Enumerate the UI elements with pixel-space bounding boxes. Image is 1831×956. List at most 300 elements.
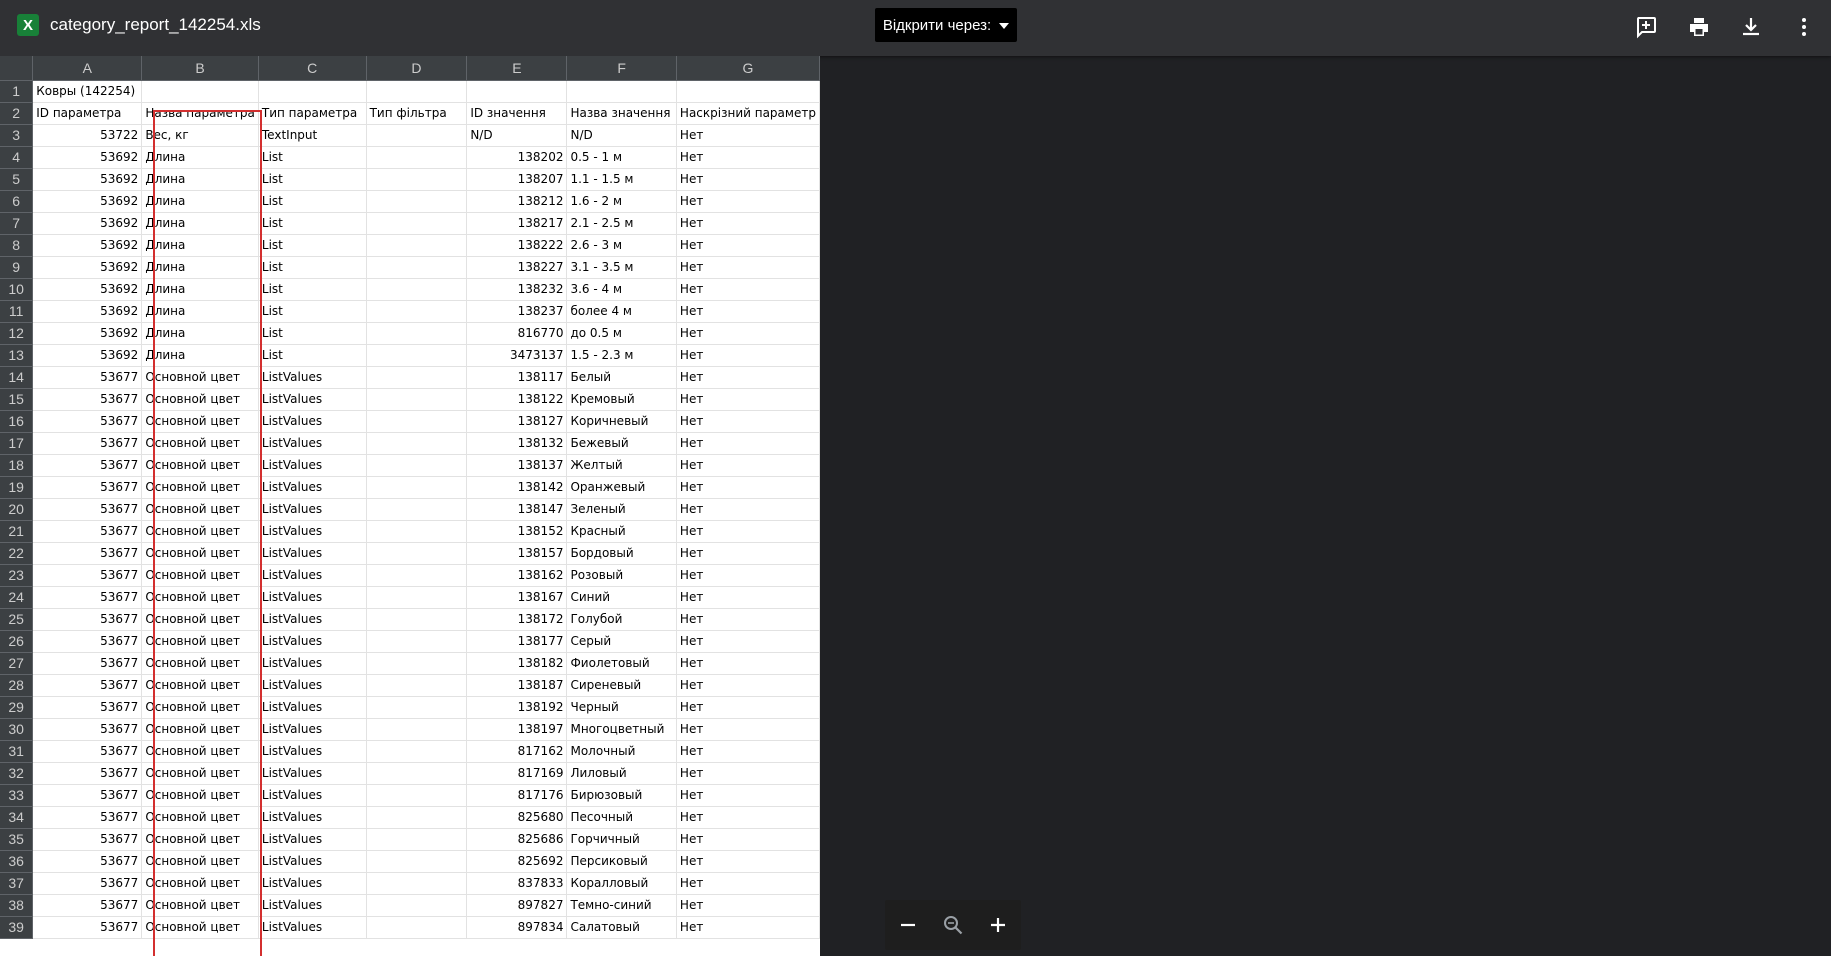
cell-c26: ListValues bbox=[258, 630, 366, 652]
row-header: 19 bbox=[0, 476, 33, 498]
cell-a16: 53677 bbox=[33, 410, 142, 432]
cell-f7: 2.1 - 2.5 м bbox=[567, 212, 676, 234]
cell-e36: 825692 bbox=[467, 850, 567, 872]
cell-c22: ListValues bbox=[258, 542, 366, 564]
cell-f33: Бирюзовый bbox=[567, 784, 676, 806]
cell-f10: 3.6 - 4 м bbox=[567, 278, 676, 300]
row-header: 39 bbox=[0, 916, 33, 938]
table-row bbox=[0, 828, 820, 850]
cell-e23: 138162 bbox=[467, 564, 567, 586]
cell-g27: Нет bbox=[676, 652, 819, 674]
cell-f28: Сиреневый bbox=[567, 674, 676, 696]
cell-f21: Красный bbox=[567, 520, 676, 542]
cell-d32 bbox=[366, 762, 467, 784]
zoom-reset-icon[interactable] bbox=[938, 910, 968, 940]
zoom-out-icon[interactable] bbox=[893, 910, 923, 940]
cell-g7: Нет bbox=[676, 212, 819, 234]
print-icon[interactable] bbox=[1684, 12, 1714, 42]
cell-e35: 825686 bbox=[467, 828, 567, 850]
row-header: 13 bbox=[0, 344, 33, 366]
cell-d27 bbox=[366, 652, 467, 674]
cell-g21: Нет bbox=[676, 520, 819, 542]
cell-c27: ListValues bbox=[258, 652, 366, 674]
cell-d34 bbox=[366, 806, 467, 828]
cell-d5 bbox=[366, 168, 467, 190]
cell-b14: Основной цвет bbox=[142, 366, 259, 388]
cell-e26: 138177 bbox=[467, 630, 567, 652]
table-row bbox=[0, 432, 820, 454]
cell-a27: 53677 bbox=[33, 652, 142, 674]
cell-d4 bbox=[366, 146, 467, 168]
cell-e5: 138207 bbox=[467, 168, 567, 190]
cell-e22: 138157 bbox=[467, 542, 567, 564]
table-row bbox=[0, 256, 820, 278]
cell-g19: Нет bbox=[676, 476, 819, 498]
cell-b28: Основной цвет bbox=[142, 674, 259, 696]
cell-c2: Тип параметра bbox=[258, 102, 366, 124]
cell-c34: ListValues bbox=[258, 806, 366, 828]
cell-d22 bbox=[366, 542, 467, 564]
cell-d24 bbox=[366, 586, 467, 608]
cell-d35 bbox=[366, 828, 467, 850]
cell-a33: 53677 bbox=[33, 784, 142, 806]
cell-b30: Основной цвет bbox=[142, 718, 259, 740]
column-header-a: A bbox=[33, 56, 142, 80]
cell-f38: Темно-синий bbox=[567, 894, 676, 916]
table-row bbox=[0, 564, 820, 586]
table-row bbox=[0, 124, 820, 146]
cell-g5: Нет bbox=[676, 168, 819, 190]
cell-b21: Основной цвет bbox=[142, 520, 259, 542]
column-header-c: C bbox=[258, 56, 366, 80]
cell-c38: ListValues bbox=[258, 894, 366, 916]
cell-d21 bbox=[366, 520, 467, 542]
cell-b29: Основной цвет bbox=[142, 696, 259, 718]
cell-f26: Серый bbox=[567, 630, 676, 652]
cell-e33: 817176 bbox=[467, 784, 567, 806]
cell-d10 bbox=[366, 278, 467, 300]
cell-d30 bbox=[366, 718, 467, 740]
cell-e8: 138222 bbox=[467, 234, 567, 256]
cell-b17: Основной цвет bbox=[142, 432, 259, 454]
cell-e31: 817162 bbox=[467, 740, 567, 762]
cell-d33 bbox=[366, 784, 467, 806]
cell-d19 bbox=[366, 476, 467, 498]
cell-f16: Коричневый bbox=[567, 410, 676, 432]
table-row bbox=[0, 674, 820, 696]
column-header-row bbox=[0, 56, 820, 80]
cell-e29: 138192 bbox=[467, 696, 567, 718]
cell-a12: 53692 bbox=[33, 322, 142, 344]
row-header: 9 bbox=[0, 256, 33, 278]
table-row bbox=[0, 168, 820, 190]
row-header: 11 bbox=[0, 300, 33, 322]
cell-c36: ListValues bbox=[258, 850, 366, 872]
cell-b15: Основной цвет bbox=[142, 388, 259, 410]
add-comment-icon[interactable] bbox=[1631, 12, 1661, 42]
cell-e12: 816770 bbox=[467, 322, 567, 344]
cell-g10: Нет bbox=[676, 278, 819, 300]
cell-f12: до 0.5 м bbox=[567, 322, 676, 344]
cell-b16: Основной цвет bbox=[142, 410, 259, 432]
cell-f17: Бежевый bbox=[567, 432, 676, 454]
row-header: 24 bbox=[0, 586, 33, 608]
cell-g18: Нет bbox=[676, 454, 819, 476]
cell-c15: ListValues bbox=[258, 388, 366, 410]
table-row bbox=[0, 542, 820, 564]
row-header: 20 bbox=[0, 498, 33, 520]
cell-b38: Основной цвет bbox=[142, 894, 259, 916]
cell-c14: ListValues bbox=[258, 366, 366, 388]
cell-d1 bbox=[366, 80, 467, 102]
table-row bbox=[0, 696, 820, 718]
table-row bbox=[0, 850, 820, 872]
cell-c19: ListValues bbox=[258, 476, 366, 498]
download-icon[interactable] bbox=[1736, 12, 1766, 42]
cell-g2: Наскрізний параметр bbox=[676, 102, 819, 124]
cell-d37 bbox=[366, 872, 467, 894]
cell-f22: Бордовый bbox=[567, 542, 676, 564]
cell-f2: Назва значення bbox=[567, 102, 676, 124]
cell-b2: Назва параметра bbox=[142, 102, 259, 124]
cell-c17: ListValues bbox=[258, 432, 366, 454]
cell-c30: ListValues bbox=[258, 718, 366, 740]
row-header: 15 bbox=[0, 388, 33, 410]
cell-b6: Длина bbox=[142, 190, 259, 212]
cell-c11: List bbox=[258, 300, 366, 322]
cell-b37: Основной цвет bbox=[142, 872, 259, 894]
row-header: 26 bbox=[0, 630, 33, 652]
cell-a19: 53677 bbox=[33, 476, 142, 498]
cell-b25: Основной цвет bbox=[142, 608, 259, 630]
cell-g38: Нет bbox=[676, 894, 819, 916]
cell-g20: Нет bbox=[676, 498, 819, 520]
cell-e25: 138172 bbox=[467, 608, 567, 630]
cell-d9 bbox=[366, 256, 467, 278]
row-header: 27 bbox=[0, 652, 33, 674]
cell-e20: 138147 bbox=[467, 498, 567, 520]
cell-g15: Нет bbox=[676, 388, 819, 410]
row-header: 17 bbox=[0, 432, 33, 454]
cell-g16: Нет bbox=[676, 410, 819, 432]
row-header: 33 bbox=[0, 784, 33, 806]
cell-a24: 53677 bbox=[33, 586, 142, 608]
table-row bbox=[0, 190, 820, 212]
cell-b3: Вес, кг bbox=[142, 124, 259, 146]
cell-c21: ListValues bbox=[258, 520, 366, 542]
cell-c18: ListValues bbox=[258, 454, 366, 476]
table-row bbox=[0, 476, 820, 498]
cell-f31: Молочный bbox=[567, 740, 676, 762]
cell-f6: 1.6 - 2 м bbox=[567, 190, 676, 212]
table-row bbox=[0, 344, 820, 366]
cell-b39: Основной цвет bbox=[142, 916, 259, 938]
cell-g13: Нет bbox=[676, 344, 819, 366]
cell-b12: Длина bbox=[142, 322, 259, 344]
cell-e27: 138182 bbox=[467, 652, 567, 674]
cell-a38: 53677 bbox=[33, 894, 142, 916]
cell-e38: 897827 bbox=[467, 894, 567, 916]
cell-a14: 53677 bbox=[33, 366, 142, 388]
cell-e13: 3473137 bbox=[467, 344, 567, 366]
cell-c3: TextInput bbox=[258, 124, 366, 146]
cell-f34: Песочный bbox=[567, 806, 676, 828]
row-header: 32 bbox=[0, 762, 33, 784]
cell-b19: Основной цвет bbox=[142, 476, 259, 498]
table-row bbox=[0, 586, 820, 608]
cell-g23: Нет bbox=[676, 564, 819, 586]
row-header: 4 bbox=[0, 146, 33, 168]
cell-e28: 138187 bbox=[467, 674, 567, 696]
cell-f25: Голубой bbox=[567, 608, 676, 630]
cell-d28 bbox=[366, 674, 467, 696]
cell-d26 bbox=[366, 630, 467, 652]
cell-g29: Нет bbox=[676, 696, 819, 718]
cell-a28: 53677 bbox=[33, 674, 142, 696]
cell-b31: Основной цвет bbox=[142, 740, 259, 762]
cell-e16: 138127 bbox=[467, 410, 567, 432]
cell-b24: Основной цвет bbox=[142, 586, 259, 608]
cell-a4: 53692 bbox=[33, 146, 142, 168]
cell-g32: Нет bbox=[676, 762, 819, 784]
spreadsheet-grid bbox=[0, 56, 820, 939]
cell-a9: 53692 bbox=[33, 256, 142, 278]
cell-a10: 53692 bbox=[33, 278, 142, 300]
cell-d36 bbox=[366, 850, 467, 872]
cell-f1 bbox=[567, 80, 676, 102]
cell-d14 bbox=[366, 366, 467, 388]
table-row bbox=[0, 520, 820, 542]
cell-a29: 53677 bbox=[33, 696, 142, 718]
table-row bbox=[0, 806, 820, 828]
cell-b35: Основной цвет bbox=[142, 828, 259, 850]
cell-f18: Желтый bbox=[567, 454, 676, 476]
row-header: 5 bbox=[0, 168, 33, 190]
row-header: 37 bbox=[0, 872, 33, 894]
row-header: 29 bbox=[0, 696, 33, 718]
cell-f37: Коралловый bbox=[567, 872, 676, 894]
cell-a18: 53677 bbox=[33, 454, 142, 476]
cell-f9: 3.1 - 3.5 м bbox=[567, 256, 676, 278]
cell-b5: Длина bbox=[142, 168, 259, 190]
open-with-button[interactable] bbox=[875, 8, 1017, 42]
cell-c12: List bbox=[258, 322, 366, 344]
table-row bbox=[0, 146, 820, 168]
cell-a25: 53677 bbox=[33, 608, 142, 630]
cell-c10: List bbox=[258, 278, 366, 300]
cell-g39: Нет bbox=[676, 916, 819, 938]
zoom-in-icon[interactable] bbox=[983, 910, 1013, 940]
table-row bbox=[0, 740, 820, 762]
dropdown-arrow-icon bbox=[999, 23, 1009, 29]
row-header: 2 bbox=[0, 102, 33, 124]
table-row bbox=[0, 410, 820, 432]
cell-e37: 837833 bbox=[467, 872, 567, 894]
cell-a30: 53677 bbox=[33, 718, 142, 740]
cell-d17 bbox=[366, 432, 467, 454]
cell-f35: Горчичный bbox=[567, 828, 676, 850]
row-header: 16 bbox=[0, 410, 33, 432]
cell-a31: 53677 bbox=[33, 740, 142, 762]
cell-g35: Нет bbox=[676, 828, 819, 850]
cell-e4: 138202 bbox=[467, 146, 567, 168]
row-header: 31 bbox=[0, 740, 33, 762]
corner-cell bbox=[0, 56, 33, 80]
cell-f15: Кремовый bbox=[567, 388, 676, 410]
cell-e9: 138227 bbox=[467, 256, 567, 278]
row-header: 25 bbox=[0, 608, 33, 630]
cell-e1 bbox=[467, 80, 567, 102]
table-row bbox=[0, 652, 820, 674]
file-name: category_report_142254.xls bbox=[50, 15, 261, 34]
cell-a15: 53677 bbox=[33, 388, 142, 410]
cell-e14: 138117 bbox=[467, 366, 567, 388]
cell-a17: 53677 bbox=[33, 432, 142, 454]
cell-a21: 53677 bbox=[33, 520, 142, 542]
cell-a5: 53692 bbox=[33, 168, 142, 190]
cell-g3: Нет bbox=[676, 124, 819, 146]
row-header: 28 bbox=[0, 674, 33, 696]
cell-g9: Нет bbox=[676, 256, 819, 278]
cell-g4: Нет bbox=[676, 146, 819, 168]
cell-a22: 53677 bbox=[33, 542, 142, 564]
table-row bbox=[0, 630, 820, 652]
cell-a8: 53692 bbox=[33, 234, 142, 256]
table-row bbox=[0, 784, 820, 806]
cell-a13: 53692 bbox=[33, 344, 142, 366]
cell-g22: Нет bbox=[676, 542, 819, 564]
cell-g11: Нет bbox=[676, 300, 819, 322]
cell-f23: Розовый bbox=[567, 564, 676, 586]
row-header: 3 bbox=[0, 124, 33, 146]
cell-c20: ListValues bbox=[258, 498, 366, 520]
cell-d39 bbox=[366, 916, 467, 938]
cell-b33: Основной цвет bbox=[142, 784, 259, 806]
cell-g34: Нет bbox=[676, 806, 819, 828]
cell-a7: 53692 bbox=[33, 212, 142, 234]
cell-f11: более 4 м bbox=[567, 300, 676, 322]
cell-g25: Нет bbox=[676, 608, 819, 630]
cell-e15: 138122 bbox=[467, 388, 567, 410]
spreadsheet-preview bbox=[0, 56, 820, 956]
cell-d13 bbox=[366, 344, 467, 366]
cell-c39: ListValues bbox=[258, 916, 366, 938]
cell-f20: Зеленый bbox=[567, 498, 676, 520]
row-header: 6 bbox=[0, 190, 33, 212]
cell-d23 bbox=[366, 564, 467, 586]
cell-b13: Длина bbox=[142, 344, 259, 366]
cell-c28: ListValues bbox=[258, 674, 366, 696]
cell-a23: 53677 bbox=[33, 564, 142, 586]
cell-d20 bbox=[366, 498, 467, 520]
cell-c4: List bbox=[258, 146, 366, 168]
cell-g14: Нет bbox=[676, 366, 819, 388]
row-header: 10 bbox=[0, 278, 33, 300]
cell-a2: ID параметра bbox=[33, 102, 142, 124]
cell-d31 bbox=[366, 740, 467, 762]
row-header: 8 bbox=[0, 234, 33, 256]
row-header: 30 bbox=[0, 718, 33, 740]
table-row bbox=[0, 102, 820, 124]
cell-d15 bbox=[366, 388, 467, 410]
cell-g33: Нет bbox=[676, 784, 819, 806]
cell-b10: Длина bbox=[142, 278, 259, 300]
cell-d6 bbox=[366, 190, 467, 212]
table-row bbox=[0, 234, 820, 256]
row-header: 18 bbox=[0, 454, 33, 476]
cell-f29: Черный bbox=[567, 696, 676, 718]
cell-c6: List bbox=[258, 190, 366, 212]
cell-d38 bbox=[366, 894, 467, 916]
cell-g31: Нет bbox=[676, 740, 819, 762]
cell-e6: 138212 bbox=[467, 190, 567, 212]
cell-c24: ListValues bbox=[258, 586, 366, 608]
cell-d16 bbox=[366, 410, 467, 432]
table-row bbox=[0, 212, 820, 234]
cell-f13: 1.5 - 2.3 м bbox=[567, 344, 676, 366]
cell-c32: ListValues bbox=[258, 762, 366, 784]
cell-e21: 138152 bbox=[467, 520, 567, 542]
cell-e19: 138142 bbox=[467, 476, 567, 498]
cell-a36: 53677 bbox=[33, 850, 142, 872]
cell-f4: 0.5 - 1 м bbox=[567, 146, 676, 168]
cell-g6: Нет bbox=[676, 190, 819, 212]
table-row bbox=[0, 278, 820, 300]
cell-e7: 138217 bbox=[467, 212, 567, 234]
row-header: 23 bbox=[0, 564, 33, 586]
more-vert-icon[interactable] bbox=[1789, 12, 1819, 42]
cell-b4: Длина bbox=[142, 146, 259, 168]
cell-g17: Нет bbox=[676, 432, 819, 454]
cell-e2: ID значення bbox=[467, 102, 567, 124]
excel-file-icon: X bbox=[17, 14, 39, 36]
cell-b7: Длина bbox=[142, 212, 259, 234]
cell-d8 bbox=[366, 234, 467, 256]
cell-b36: Основной цвет bbox=[142, 850, 259, 872]
table-row bbox=[0, 498, 820, 520]
cell-a32: 53677 bbox=[33, 762, 142, 784]
cell-e17: 138132 bbox=[467, 432, 567, 454]
cell-d18 bbox=[366, 454, 467, 476]
row-header: 12 bbox=[0, 322, 33, 344]
cell-g26: Нет bbox=[676, 630, 819, 652]
cell-a3: 53722 bbox=[33, 124, 142, 146]
cell-a37: 53677 bbox=[33, 872, 142, 894]
cell-c35: ListValues bbox=[258, 828, 366, 850]
cell-c1 bbox=[258, 80, 366, 102]
cell-c23: ListValues bbox=[258, 564, 366, 586]
cell-f3: N/D bbox=[567, 124, 676, 146]
cell-e34: 825680 bbox=[467, 806, 567, 828]
cell-c8: List bbox=[258, 234, 366, 256]
cell-d12 bbox=[366, 322, 467, 344]
cell-b11: Длина bbox=[142, 300, 259, 322]
cell-a1: Ковры (142254) bbox=[33, 80, 142, 102]
cell-d25 bbox=[366, 608, 467, 630]
column-header-f: F bbox=[567, 56, 676, 80]
cell-d7 bbox=[366, 212, 467, 234]
row-header: 21 bbox=[0, 520, 33, 542]
table-row bbox=[0, 454, 820, 476]
cell-c31: ListValues bbox=[258, 740, 366, 762]
row-header: 1 bbox=[0, 80, 33, 102]
table-row bbox=[0, 366, 820, 388]
cell-d2: Тип фільтра bbox=[366, 102, 467, 124]
row-header: 36 bbox=[0, 850, 33, 872]
row-header: 7 bbox=[0, 212, 33, 234]
cell-a34: 53677 bbox=[33, 806, 142, 828]
cell-c9: List bbox=[258, 256, 366, 278]
